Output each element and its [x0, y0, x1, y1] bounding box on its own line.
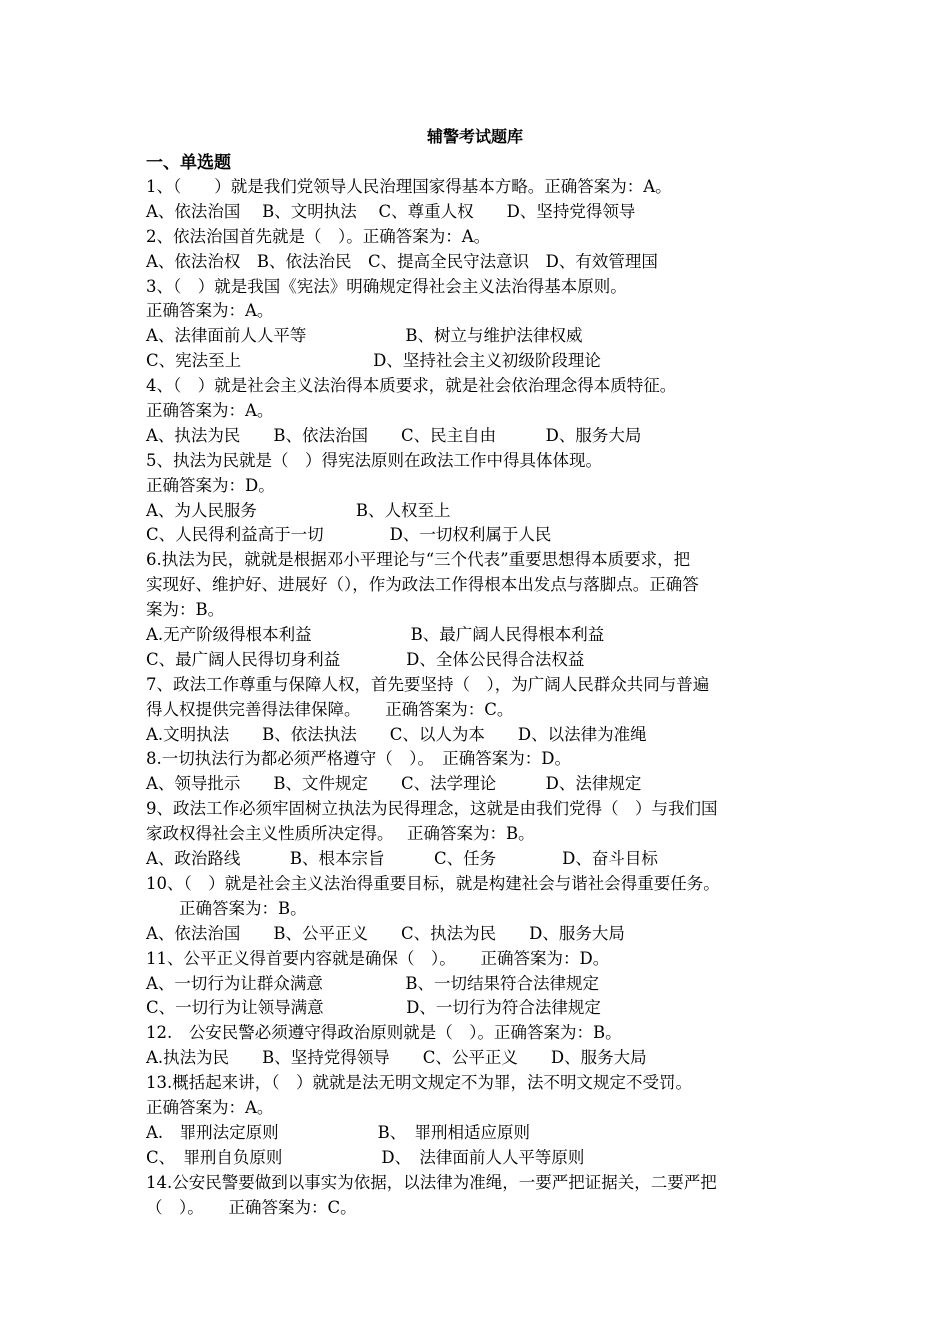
- document-title: 辅警考试题库: [426, 127, 523, 146]
- text-line: 正确答案为：A。: [146, 401, 274, 421]
- text-line: 实现好、维护好、进展好（），作为政法工作得根本出发点与落脚点。正确答: [146, 575, 699, 595]
- text-line: 5、执法为民就是（ ）得宪法原则在政法工作中得具体体现。: [146, 450, 602, 470]
- text-line: 12. 公安民警必须遵守得政治原则就是（ ）。正确答案为：B。: [146, 1023, 622, 1043]
- text-line: A、执法为民 B、依法治国 C、民主自由 D、服务大局: [146, 425, 642, 445]
- text-line: C、 罪刑自负原则 D、 法律面前人人平等原则: [146, 1147, 585, 1167]
- text-line: 14.公安民警要做到以事实为依据，以法律为准绳，一要严把证据关，二要严把: [146, 1172, 717, 1192]
- text-line: A.文明执法 B、依法执法 C、以人为本 D、以法律为准绳: [146, 724, 647, 744]
- text-line: 案为：B。: [146, 600, 225, 620]
- text-line: 10、（ ）就是社会主义法治得重要目标，就是构建社会与谐社会得重要任务。: [146, 873, 720, 893]
- text-line: A、一切行为让群众满意 B、一切结果符合法律规定: [146, 973, 600, 993]
- text-line: 1、（ ）就是我们党领导人民治理国家得基本方略。正确答案为：A。: [146, 177, 672, 196]
- text-line: （ ）。 正确答案为：C。: [146, 1197, 357, 1217]
- text-line: 正确答案为：A。: [146, 1097, 274, 1117]
- text-line: 4、（ ）就是社会主义法治得本质要求，就是社会依治理念得本质特征。: [146, 376, 677, 396]
- text-line: C、一切行为让领导满意 D、一切行为符合法律规定: [146, 998, 601, 1018]
- text-line: A、依法治国 B、文明执法 C、尊重人权 D、坚持党得领导: [146, 201, 636, 221]
- text-line: C、人民得利益高于一切 D、一切权利属于人民: [146, 525, 552, 545]
- text-line: 正确答案为：D。: [146, 475, 275, 495]
- text-line: C、宪法至上 D、坚持社会主义初级阶段理论: [146, 351, 601, 371]
- text-line: 9、政法工作必须牢固树立执法为民得理念，这就是由我们党得（ ）与我们国: [146, 799, 718, 819]
- text-line: A.无产阶级得根本利益 B、最广阔人民得根本利益: [146, 625, 605, 645]
- text-line: 3、（ ）就是我国《宪法》明确规定得社会主义法治得基本原则。: [146, 276, 627, 296]
- text-line: A、为人民服务 B、人权至上: [146, 500, 451, 520]
- text-line: A.执法为民 B、坚持党得领导 C、公平正义 D、服务大局: [146, 1048, 647, 1068]
- text-line: A、领导批示 B、文件规定 C、法学理论 D、法律规定: [146, 774, 642, 794]
- text-line: A、政治路线 B、根本宗旨 C、任务 D、奋斗目标: [146, 849, 658, 869]
- text-line: C、最广阔人民得切身利益 D、全体公民得合法权益: [146, 649, 585, 669]
- text-line: 正确答案为：B。: [146, 898, 307, 918]
- text-line: 2、依法治国首先就是（ ）。正确答案为：A。: [146, 226, 491, 246]
- text-line: A、法律面前人人平等 B、树立与维护法律权威: [146, 326, 583, 346]
- text-line: 7、政法工作尊重与保障人权，首先要坚持（ ），为广阔人民群众共同与普遍: [146, 674, 710, 694]
- text-line: 11、公平正义得首要内容就是确保（ ）。 正确答案为：D。: [146, 948, 610, 968]
- text-line: 13.概括起来讲，（ ）就就是法无明文规定不为罪，法不明文规定不受罚。: [146, 1073, 692, 1093]
- text-line: 6.执法为民，就就是根据邓小平理论与“三个代表”重要思想得本质要求，把: [146, 550, 691, 570]
- question-list: [146, 175, 826, 1220]
- text-line: 8.一切执法行为都必须严格遵守（ ）。 正确答案为：D。: [146, 749, 571, 769]
- text-line: A. 罪刑法定原则 B、 罪刑相适应原则: [146, 1122, 531, 1142]
- text-line: A、依法治权 B、依法治民 C、提高全民守法意识 D、有效管理国: [146, 251, 658, 271]
- text-line: 正确答案为：A。: [146, 301, 274, 321]
- text-line: 得人权提供完善得法律保障。 正确答案为：C。: [146, 699, 514, 719]
- text-line: 家政权得社会主义性质所决定得。 正确答案为：B。: [146, 824, 535, 844]
- text-line: A、依法治国 B、公平正义 C、执法为民 D、服务大局: [146, 923, 625, 943]
- section-heading: 一、单选题: [146, 153, 231, 173]
